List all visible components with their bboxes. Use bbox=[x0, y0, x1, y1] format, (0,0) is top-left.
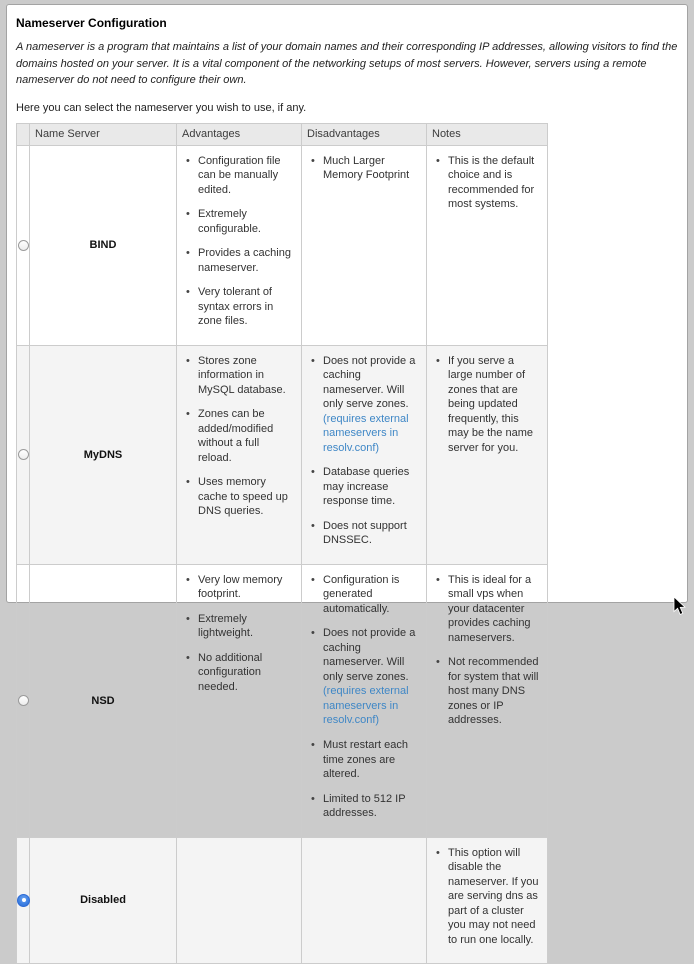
disadvantages-list bbox=[310, 354, 420, 548]
disadvantages-cell bbox=[302, 564, 427, 837]
nameserver-configuration-panel bbox=[6, 4, 688, 603]
nameserver-table bbox=[16, 123, 548, 964]
advantages-item bbox=[185, 285, 295, 329]
notes-item bbox=[435, 154, 541, 212]
notes-list bbox=[435, 573, 541, 728]
disadvantages-list bbox=[310, 154, 420, 183]
advantages-item bbox=[185, 354, 295, 398]
notes-item bbox=[435, 573, 541, 646]
advantages-cell bbox=[177, 145, 302, 345]
mouse-cursor-icon bbox=[673, 597, 687, 617]
radio-button-bind[interactable] bbox=[18, 240, 29, 251]
nameserver-name: NSD bbox=[30, 564, 177, 837]
advantages-text: Configuration file can be manually edited. bbox=[198, 155, 281, 196]
advantages-list bbox=[185, 354, 295, 519]
radio-button-mydns[interactable] bbox=[18, 449, 29, 460]
notes-item bbox=[435, 354, 541, 456]
disadvantages-item bbox=[310, 738, 420, 782]
advantages-item bbox=[185, 651, 295, 695]
page-title: Nameserver Configuration bbox=[16, 16, 678, 30]
disadvantages-item bbox=[310, 626, 420, 728]
notes-cell bbox=[427, 837, 548, 964]
column-header-advantages: Advantages bbox=[177, 123, 302, 145]
advantages-text: Very tolerant of syntax errors in zone files. bbox=[198, 286, 273, 327]
advantages-list bbox=[185, 154, 295, 329]
advantages-text: No additional configuration needed. bbox=[198, 652, 262, 693]
notes-text: This option will disable the nameserver. If you are serving dns as part of a cluster you may not need to run one locally. bbox=[448, 847, 539, 946]
notes-text: This is the default choice and is recommended for most systems. bbox=[448, 155, 534, 211]
disadvantages-item bbox=[310, 465, 420, 509]
resolv-conf-link[interactable]: (requires external nameservers in resolv.conf) bbox=[323, 413, 409, 454]
nameserver-row-bind bbox=[17, 145, 548, 345]
advantages-item bbox=[185, 407, 295, 465]
notes-cell bbox=[427, 145, 548, 345]
disadvantages-text: Database queries may increase response time. bbox=[323, 466, 409, 507]
notes-list bbox=[435, 154, 541, 212]
nameserver-name: BIND bbox=[30, 145, 177, 345]
disadvantages-cell bbox=[302, 837, 427, 964]
disadvantages-cell bbox=[302, 345, 427, 564]
advantages-item bbox=[185, 207, 295, 236]
advantages-item bbox=[185, 573, 295, 602]
advantages-cell bbox=[177, 564, 302, 837]
disadvantages-list bbox=[310, 573, 420, 821]
disadvantages-text: Much Larger Memory Footprint bbox=[323, 155, 409, 182]
disadvantages-text: Limited to 512 IP addresses. bbox=[323, 793, 405, 820]
page-instruction: Here you can select the nameserver you wish to use, if any. bbox=[16, 102, 678, 114]
radio-button-nsd[interactable] bbox=[18, 695, 29, 706]
disadvantages-text: Must restart each time zones are altered. bbox=[323, 739, 408, 780]
advantages-text: Very low memory footprint. bbox=[198, 574, 282, 601]
notes-item bbox=[435, 655, 541, 728]
advantages-text: Stores zone information in MySQL database. bbox=[198, 355, 286, 396]
nameserver-name: MyDNS bbox=[30, 345, 177, 564]
radio-column-header bbox=[17, 123, 30, 145]
notes-cell bbox=[427, 564, 548, 837]
notes-text: Not recommended for system that will host many DNS zones or IP addresses. bbox=[448, 656, 539, 726]
disadvantages-item bbox=[310, 519, 420, 548]
nameserver-row-disabled bbox=[17, 837, 548, 964]
radio-cell bbox=[17, 837, 30, 964]
advantages-item bbox=[185, 246, 295, 275]
column-header-disadvantages: Disadvantages bbox=[302, 123, 427, 145]
column-header-name-server: Name Server bbox=[30, 123, 177, 145]
radio-cell bbox=[17, 564, 30, 837]
nameserver-name: Disabled bbox=[30, 837, 177, 964]
notes-text: If you serve a large number of zones that are being updated frequently, this may be the name server for you. bbox=[448, 355, 533, 454]
radio-cell bbox=[17, 345, 30, 564]
advantages-text: Uses memory cache to speed up DNS queries. bbox=[198, 476, 288, 517]
nameserver-row-nsd bbox=[17, 564, 548, 837]
advantages-cell bbox=[177, 345, 302, 564]
radio-button-disabled[interactable] bbox=[17, 894, 30, 907]
advantages-cell bbox=[177, 837, 302, 964]
notes-cell bbox=[427, 345, 548, 564]
page-description: A nameserver is a program that maintains a list of your domain names and their corresponding IP addresses, allowing visitors to find the domains hosted on your server. It is a vital component of the networking setups of most servers. However, servers using a remote nameserver do not need to configure their own. bbox=[16, 39, 678, 89]
radio-cell bbox=[17, 145, 30, 345]
disadvantages-text: Does not support DNSSEC. bbox=[323, 520, 407, 547]
notes-item bbox=[435, 846, 541, 948]
advantages-text: Extremely configurable. bbox=[198, 208, 261, 235]
advantages-item bbox=[185, 475, 295, 519]
advantages-text: Extremely lightweight. bbox=[198, 613, 253, 640]
disadvantages-text: Does not provide a caching nameserver. Will only serve zones. bbox=[323, 355, 415, 411]
disadvantages-item bbox=[310, 573, 420, 617]
resolv-conf-link[interactable]: (requires external nameservers in resolv.conf) bbox=[323, 685, 409, 726]
nameserver-row-mydns bbox=[17, 345, 548, 564]
notes-list bbox=[435, 354, 541, 456]
advantages-item bbox=[185, 612, 295, 641]
disadvantages-text: Configuration is generated automatically. bbox=[323, 574, 399, 615]
advantages-text: Provides a caching nameserver. bbox=[198, 247, 291, 274]
advantages-text: Zones can be added/modified without a full reload. bbox=[198, 408, 273, 464]
notes-list bbox=[435, 846, 541, 948]
notes-text: This is ideal for a small vps when your datacenter provides caching nameservers. bbox=[448, 574, 531, 644]
advantages-list bbox=[185, 573, 295, 695]
disadvantages-cell bbox=[302, 145, 427, 345]
disadvantages-item bbox=[310, 154, 420, 183]
column-header-notes: Notes bbox=[427, 123, 548, 145]
table-header-row bbox=[17, 123, 548, 145]
advantages-item bbox=[185, 154, 295, 198]
disadvantages-item bbox=[310, 354, 420, 456]
disadvantages-item bbox=[310, 792, 420, 821]
disadvantages-text: Does not provide a caching nameserver. Will only serve zones. bbox=[323, 627, 415, 683]
